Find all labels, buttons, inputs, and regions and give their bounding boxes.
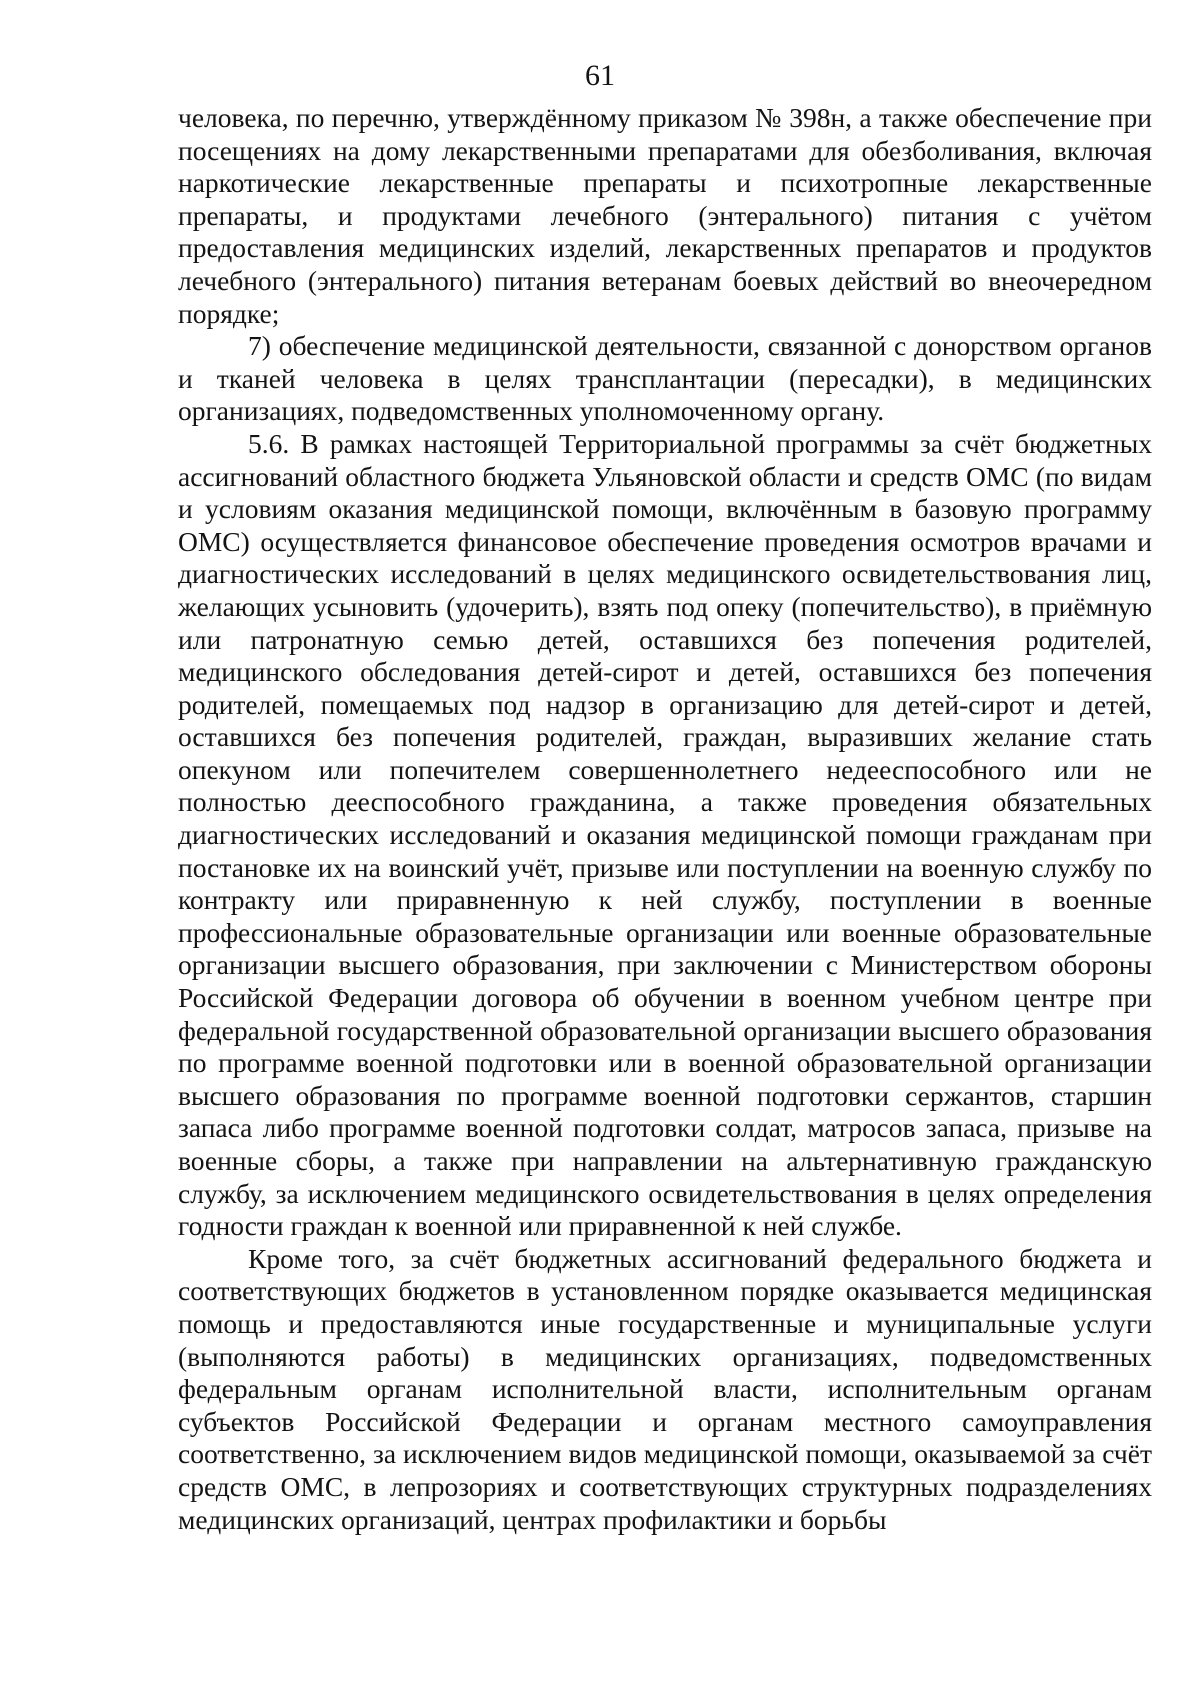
paragraph-item-7: 7) обеспечение медицинской деятельности, связанной с донорством органов и тканей человека в целях трансплантации (пересадки), в медицинских организациях, подведомственных уполномоченному органу. — [178, 330, 1152, 427]
document-body — [178, 102, 1152, 1536]
page-number: 61 — [585, 59, 615, 92]
paragraph-additionally: Кроме того, за счёт бюджетных ассигнований федерального бюджета и соответствующих бюджетов в установленном порядке оказывается медицинская помощь и предоставляются иные государственные и муниципальные услуги (выполняются работы) в медицинских организациях, подведомственных федеральным органам исполнительной власти, исполнительным органам субъектов Российской Федерации и органам местного самоуправления соответственно, за исключением видов медицинской помощи, оказываемой за счёт средств ОМС, в лепрозориях и соответствующих структурных подразделениях медицинских организаций, центрах профилактики и борьбы — [178, 1242, 1152, 1535]
paragraph-continuation: человека, по перечню, утверждённому приказом № 398н, а также обеспечение при посещениях на дому лекарственными препаратами для обезболивания, включая наркотические лекарственные препараты и психотропные лекарственные препараты, и продуктами лечебного (энтерального) питания с учётом предоставления медицинских изделий, лекарственных препаратов и продуктов лечебного (энтерального) питания ветеранам боевых действий во внеочередном порядке; — [178, 102, 1152, 329]
paragraph-section-5-6: 5.6. В рамках настоящей Территориальной программы за счёт бюджетных ассигнований областного бюджета Ульяновской области и средств ОМС (по видам и условиям оказания медицинской помощи, включённым в базовую программу ОМС) осуществляется финансовое обеспечение проведения осмотров врачами и диагностических исследований в целях медицинского освидетельствования лиц, желающих усыновить (удочерить), взять под опеку (попечительство), в приёмную или патронатную семью детей, оставшихся без попечения родителей, медицинского обследования детей-сирот и детей, оставшихся без попечения родителей, помещаемых под надзор в организацию для детей-сирот и детей, оставшихся без попечения родителей, граждан, выразивших желание стать опекуном или попечителем совершеннолетнего недееспособного или не полностью дееспособного гражданина, а также проведения обязательных диагностических исследований и оказания медицинской помощи гражданам при постановке их на воинский учёт, призыве или поступлении на военную службу по контракту или приравненную к ней службу, поступлении в военные профессиональные образовательные организации или военные образовательные организации высшего образования, при заключении с Министерством обороны Российской Федерации договора об обучении в военном учебном центре при федеральной государственной образовательной организации высшего образования по программе военной подготовки или в военной образовательной организации высшего образования по программе военной подготовки сержантов, старшин запаса либо программе военной подготовки солдат, матросов запаса, призыве на военные сборы, а также при направлении на альтернативную гражданскую службу, за исключением медицинского освидетельствования в целях определения годности граждан к военной или приравненной к ней службе. — [178, 427, 1152, 1242]
